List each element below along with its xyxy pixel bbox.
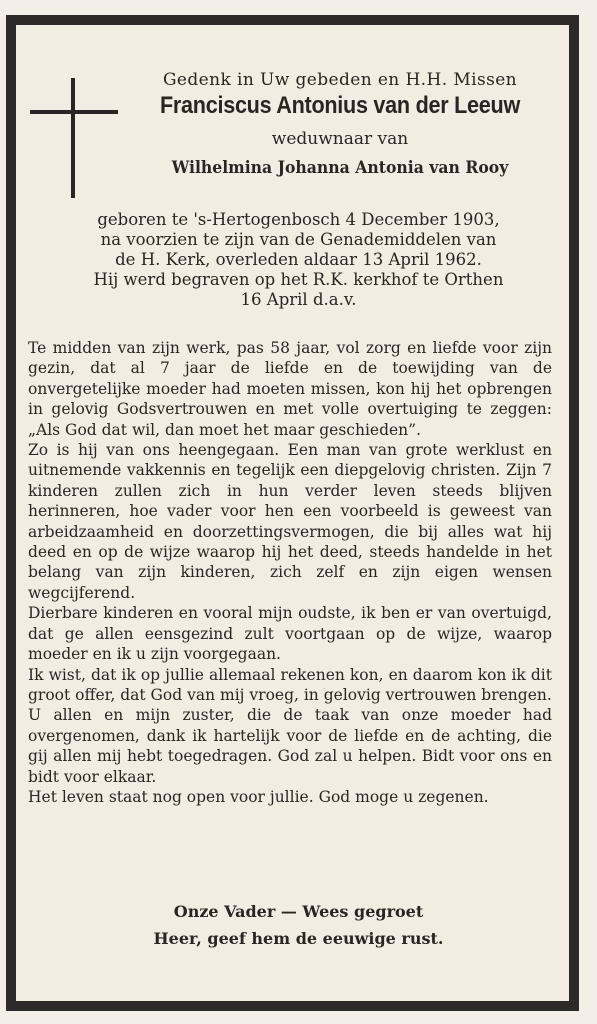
birth-line: de H. Kerk, overleden aldaar 13 April 1962.	[115, 250, 482, 269]
paragraph: Te midden van zijn werk, pas 58 jaar, vol zorg en liefde voor zijn gezin, dat al 7 jaar de liefde en de toewijding van de onvergetelijke moeder had moeten missen, kon hij het opbrengen in gelovig Godsvertrouwen en met volle overtuiging te zeggen: „Als God dat wil, dan moet het maar geschieden”.	[28, 339, 552, 439]
closing-line: Heer, geef hem de eeuwige rust.	[153, 929, 444, 948]
cross-icon-bar	[30, 110, 118, 114]
birth-line: na voorzien te zijn van de Genademiddelen van	[100, 230, 497, 249]
memorial-text	[28, 338, 552, 807]
paragraph: U allen en mijn zuster, die de taak van onze moeder had overgenomen, dank ik hartelijk voor de liefde en de achting, die gij allen mij hebt toegedragen. God zal u helpen. Bidt voor ons en bidt voor elkaar.	[28, 706, 552, 786]
deceased-name: Franciscus Antonius van der Leeuw	[160, 92, 520, 120]
paragraph: Zo is hij van ons heengegaan. Een man van grote werklust en uitnemende vakkennis en tegelijk een diepgelovig christen. Zijn 7 kinderen zullen zich in hun verder leven steeds blijven herinneren, hoe vader voor hen een voorbeeld is geweest van arbeidzaamheid en doorzettingsvermogen, die bij alles wat hij deed en op de wijze waarop hij het deed, steeds handelde in het belang van zijn kinderen, zich zelf en zijn eigen wensen wegcijferend.	[28, 441, 552, 602]
prayer-line: Onze Vader — Wees gegroet	[173, 902, 424, 921]
spouse-name: Wilhelmina Johanna Antonia van Rooy	[171, 157, 509, 178]
birth-line: 16 April d.a.v.	[240, 290, 357, 309]
prayer-section	[30, 898, 567, 952]
paragraph: Ik wist, dat ik op jullie allemaal rekenen kon, en daarom kon ik dit groot offer, dat God van mij vroeg, in gelovig vertrouwen brengen.	[28, 665, 552, 704]
cross-icon	[71, 78, 75, 198]
remember-line: Gedenk in Uw gebeden en H.H. Missen	[162, 70, 518, 90]
card-header	[115, 70, 565, 178]
widower-label: weduwnaar van	[271, 129, 409, 150]
birth-line: geboren te 's-Hertogenbosch 4 December 1903,	[97, 210, 500, 229]
paragraph: Dierbare kinderen en vooral mijn oudste, ik ben er van overtuigd, dat ge allen eensgezind zult voortgaan op de wijze, waarop moeder en ik u zijn voorgegaan.	[28, 604, 552, 664]
birth-line: Hij werd begraven op het R.K. kerkhof te Orthen	[93, 270, 504, 289]
birth-death-details	[30, 210, 567, 310]
paragraph: Het leven staat nog open voor jullie. God moge u zegenen.	[28, 787, 489, 806]
